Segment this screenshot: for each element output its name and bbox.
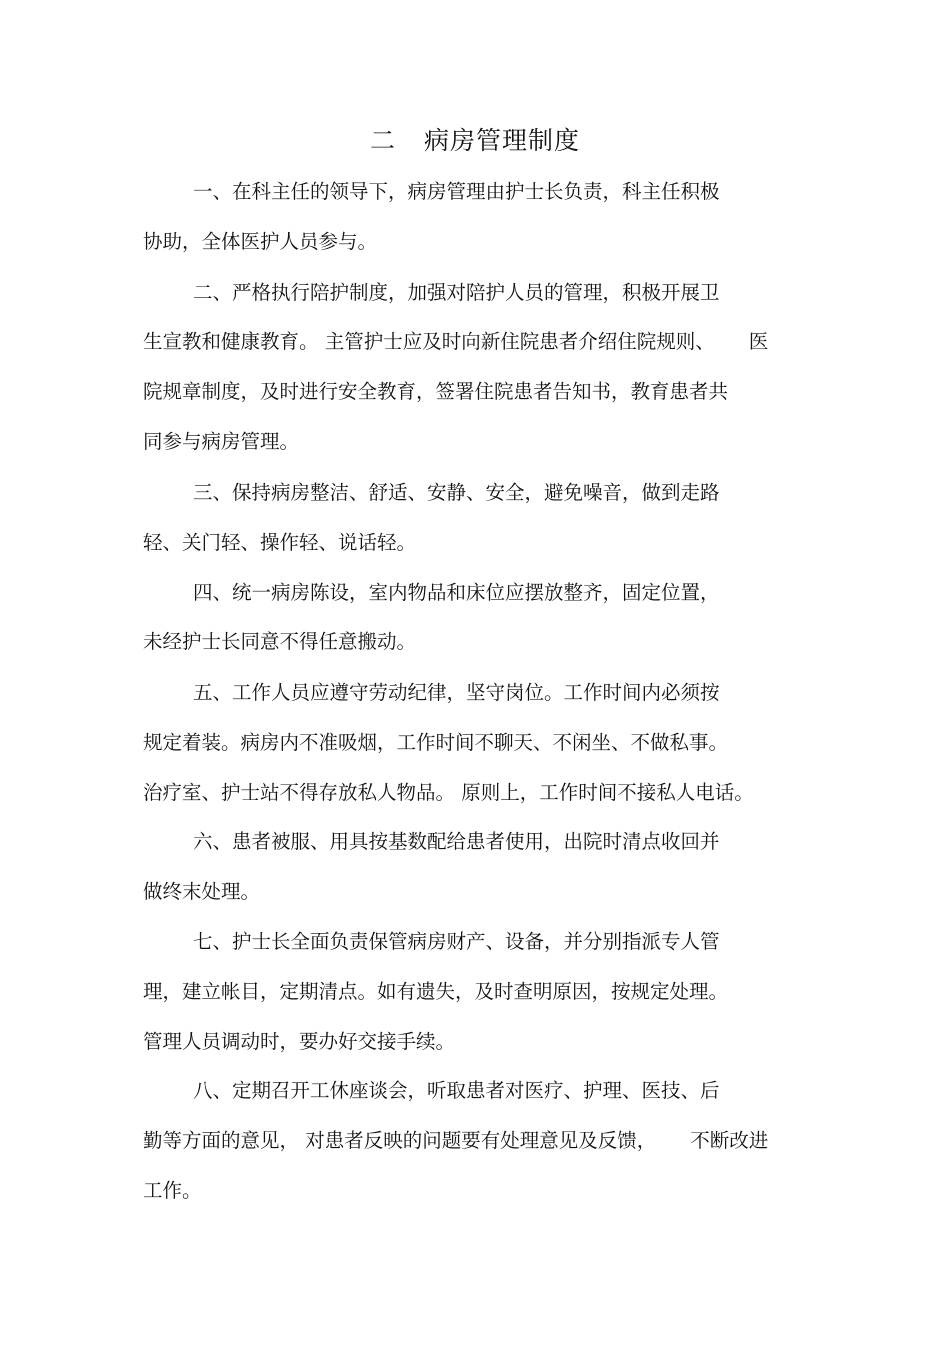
paragraph-3-line-2: 轻、关门轻、操作轻、说话轻。 bbox=[143, 531, 417, 554]
paragraph-3-line-1: 三、保持病房整洁、舒适、安静、安全，避免噪音，做到走路 bbox=[193, 481, 720, 504]
paragraph-7-line-2: 理，建立帐目，定期清点。如有遗失，及时查明原因，按规定处理。 bbox=[143, 980, 729, 1003]
paragraph-7-line-3: 管理人员调动时，要办好交接手续。 bbox=[143, 1030, 456, 1053]
title-text: 病房管理制度 bbox=[424, 126, 581, 155]
paragraph-2-line-3: 院规章制度，及时进行安全教育，签署住院患者告知书，教育患者共 bbox=[143, 380, 729, 403]
paragraph-8-line-2-text: 勤等方面的意见， 对患者反映的问题要有处理意见及反馈， bbox=[143, 1129, 657, 1152]
paragraph-5-line-1: 五、工作人员应遵守劳动纪律，坚守岗位。工作时间内必须按 bbox=[193, 681, 720, 704]
paragraph-8-line-3: 工作。 bbox=[143, 1179, 202, 1202]
paragraph-8-line-2 bbox=[143, 1128, 768, 1154]
paragraph-4-line-1: 四、统一病房陈设，室内物品和床位应摆放整齐，固定位置， bbox=[193, 581, 720, 604]
paragraph-8-line-1: 八、定期召开工休座谈会，听取患者对医疗、护理、医技、后 bbox=[193, 1079, 720, 1102]
paragraph-2-line-2 bbox=[143, 329, 768, 355]
paragraph-1-line-2: 协助，全体医护人员参与。 bbox=[143, 230, 378, 253]
paragraph-5-line-2: 规定着装。病房内不准吸烟，工作时间不聊天、不闲坐、不做私事。 bbox=[143, 731, 729, 754]
paragraph-2-line-2-tail: 医 bbox=[748, 330, 769, 353]
title-number: 二 bbox=[369, 126, 396, 155]
paragraph-1-line-1: 一、在科主任的领导下，病房管理由护士长负责，科主任积极 bbox=[193, 180, 720, 203]
paragraph-8-line-2-tail: 不断改进 bbox=[690, 1129, 769, 1152]
paragraph-2-line-4: 同参与病房管理。 bbox=[143, 430, 300, 453]
paragraph-6-line-1: 六、患者被服、用具按基数配给患者使用，出院时清点收回并 bbox=[193, 830, 720, 853]
paragraph-2-line-2-text: 生宣教和健康教育。 主管护士应及时向新住院患者介绍住院规则、 bbox=[143, 330, 715, 353]
paragraph-2-line-1: 二、严格执行陪护制度，加强对陪护人员的管理，积极开展卫 bbox=[193, 281, 720, 304]
paragraph-5-line-3: 治疗室、护士站不得存放私人物品。 原则上，工作时间不接私人电话。 bbox=[143, 781, 754, 804]
paragraph-6-line-2: 做终末处理。 bbox=[143, 880, 261, 903]
paragraph-4-line-2: 未经护士长同意不得任意搬动。 bbox=[143, 630, 417, 653]
page-title bbox=[0, 124, 950, 158]
paragraph-7-line-1: 七、护士长全面负责保管病房财产、设备，并分别指派专人管 bbox=[193, 930, 720, 953]
